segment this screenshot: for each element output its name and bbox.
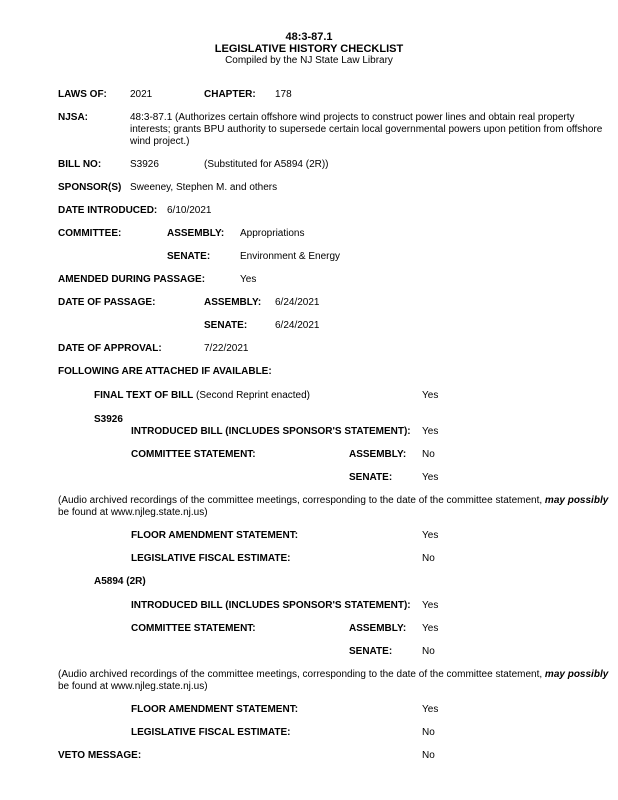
final-text-note: (Second Reprint enacted) [196,390,311,401]
a-fiscal-label: LEGISLATIVE FISCAL ESTIMATE: [131,727,291,738]
date-introduced-label: DATE INTRODUCED: [58,205,158,216]
a-introduced-label: INTRODUCED BILL (INCLUDES SPONSOR'S STATEMENT): [131,600,411,611]
passage-assembly-label: ASSEMBLY: [204,297,262,308]
s-fiscal-label: LEGISLATIVE FISCAL ESTIMATE: [131,553,291,564]
s-committee-label: COMMITTEE STATEMENT: [131,449,256,460]
njsa-label: NJSA: [58,112,89,123]
s-audio-note-text: (Audio archived recordings of the committee meetings, corresponding to the date of the committee statement, [58,495,545,506]
bill-no-note: (Substituted for A5894 (2R)) [204,159,329,170]
a-audio-note-emphasis: may possibly [544,669,609,680]
page-title: LEGISLATIVE HISTORY CHECKLIST [214,43,404,55]
s-audio-note-line-1 [58,495,608,507]
page-subtitle: Compiled by the NJ State Law Library [225,55,393,66]
s-committee-senate-value: Yes [422,472,439,483]
s-floor-value: Yes [422,530,439,541]
laws-of-label: LAWS OF: [58,89,107,100]
final-text-value: Yes [422,390,439,401]
committee-assembly-value: Appropriations [240,228,305,239]
sponsors-label: SPONSOR(S) [58,182,122,193]
a-fiscal-value: No [422,727,435,738]
a-audio-note-text: (Audio archived recordings of the committee meetings, corresponding to the date of the committee statement, [58,669,545,680]
bill-no-label: BILL NO: [58,159,102,170]
a-introduced-value: Yes [422,600,439,611]
passage-senate-label: SENATE: [204,320,248,331]
attached-heading: FOLLOWING ARE ATTACHED IF AVAILABLE: [58,366,272,377]
passage-label: DATE OF PASSAGE: [58,297,156,308]
s-audio-note-emphasis: may possibly [544,495,609,506]
s-bill-number: S3926 [94,414,123,425]
a-floor-value: Yes [422,704,439,715]
s-audio-note-line-2: be found at www.njleg.state.nj.us) [58,507,208,518]
njsa-line-1: 48:3-87.1 (Authorizes certain offshore wind projects to construct power lines and obtain real property [130,112,575,123]
bill-no-value: S3926 [130,159,159,170]
a-audio-note-line-2: be found at www.njleg.state.nj.us) [58,681,208,692]
a-bill-number: A5894 (2R) [94,576,146,587]
s-committee-assembly-value: No [422,449,435,460]
s-committee-senate-label: SENATE: [349,472,393,483]
committee-senate-label: SENATE: [167,251,211,262]
a-audio-note-line-1 [58,669,608,681]
a-committee-label: COMMITTEE STATEMENT: [131,623,256,634]
committee-label: COMMITTEE: [58,228,122,239]
statute-number: 48:3-87.1 [285,31,333,43]
chapter-value: 178 [275,89,292,100]
s-fiscal-value: No [422,553,435,564]
njsa-line-2: interests; grants BPU authority to supersede certain local governmental powers upon petition from offshore [130,124,603,135]
amended-label: AMENDED DURING PASSAGE: [58,274,206,285]
passage-assembly-value: 6/24/2021 [275,297,320,308]
committee-assembly-label: ASSEMBLY: [167,228,225,239]
s-introduced-label: INTRODUCED BILL (INCLUDES SPONSOR'S STATEMENT): [131,426,411,437]
committee-senate-value: Environment & Energy [240,251,341,262]
veto-value: No [422,750,435,761]
amended-value: Yes [240,274,257,285]
final-text-row [94,390,310,402]
approval-value: 7/22/2021 [204,343,249,354]
laws-of-value: 2021 [130,89,153,100]
a-committee-senate-label: SENATE: [349,646,393,657]
s-committee-assembly-label: ASSEMBLY: [349,449,407,460]
passage-senate-value: 6/24/2021 [275,320,320,331]
s-floor-label: FLOOR AMENDMENT STATEMENT: [131,530,299,541]
njsa-line-3: wind project.) [130,136,190,147]
date-introduced-value: 6/10/2021 [167,205,212,216]
a-committee-senate-value: No [422,646,435,657]
veto-label: VETO MESSAGE: [58,750,142,761]
sponsors-value: Sweeney, Stephen M. and others [130,182,278,193]
final-text-label: FINAL TEXT OF BILL [94,390,194,401]
chapter-label: CHAPTER: [204,89,256,100]
a-floor-label: FLOOR AMENDMENT STATEMENT: [131,704,299,715]
approval-label: DATE OF APPROVAL: [58,343,162,354]
s-introduced-value: Yes [422,426,439,437]
a-committee-assembly-value: Yes [422,623,439,634]
a-committee-assembly-label: ASSEMBLY: [349,623,407,634]
